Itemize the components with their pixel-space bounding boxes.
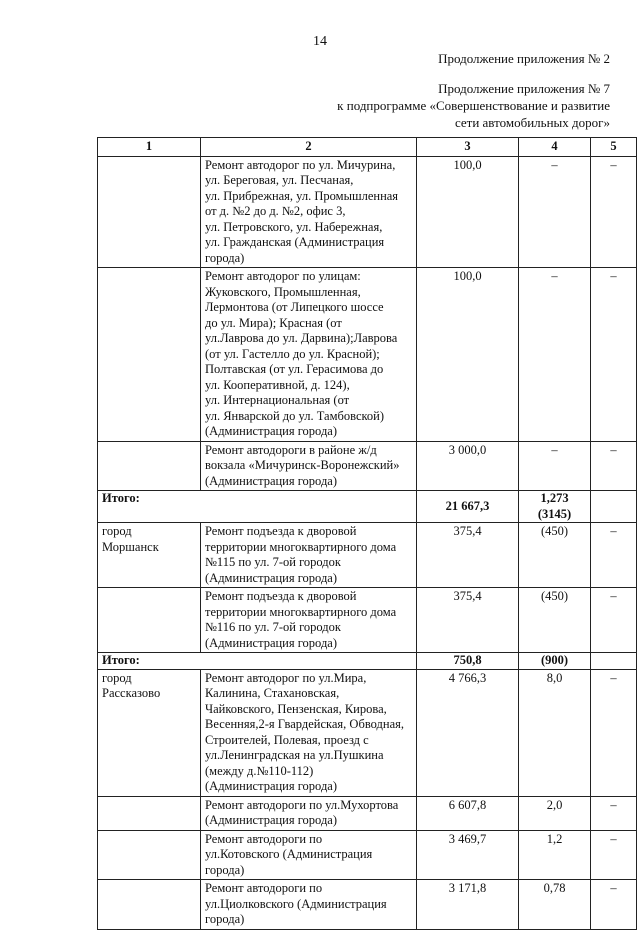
city-cell — [98, 669, 201, 796]
description-line: до ул. Мира); Красная (от — [205, 315, 342, 330]
funding-amount: 6 607,8 — [417, 796, 519, 830]
column-header: 1 — [98, 138, 201, 157]
city-cell — [98, 588, 201, 653]
col5-value: – — [591, 796, 637, 830]
work-description — [201, 669, 417, 796]
description-line: вокзала «Мичуринск-Воронежский» — [205, 458, 400, 472]
description-line: Ремонт автодорог по ул.Мира, — [205, 670, 367, 685]
description-line: от д. №2 до д. №2, офис 3, — [205, 204, 346, 218]
city-cell — [98, 523, 201, 588]
col5-value: – — [591, 441, 637, 491]
total-row — [98, 653, 637, 670]
work-description — [201, 796, 417, 830]
col5-value: – — [591, 830, 637, 880]
description-line: Весенняя,2-я Гвардейская, Обводная, — [205, 717, 404, 731]
table-row — [98, 880, 637, 930]
description-line: Строителей, Полевая, проезд с — [205, 732, 369, 747]
col5-value: – — [591, 588, 637, 653]
description-line: ул.Лаврова до ул. Дарвина);Лаврова — [205, 331, 398, 345]
road-length: – — [519, 441, 591, 491]
column-header: 2 — [201, 138, 417, 157]
description-line: ул. Январской до ул. Тамбовской) — [205, 408, 385, 423]
table-row — [98, 441, 637, 491]
description-line: Ремонт автодорог по улицам: — [205, 269, 361, 283]
work-description — [201, 588, 417, 653]
description-line: ул.Циолковского (Администрация — [205, 896, 387, 911]
description-line: города) — [205, 912, 245, 926]
total-col5 — [591, 491, 637, 523]
city-name-line: город — [102, 670, 132, 685]
subprogram-appendix-header — [337, 80, 610, 131]
table-row — [98, 268, 637, 442]
road-length: (450) — [519, 523, 591, 588]
work-description — [201, 441, 417, 491]
description-line: ул. Петровского, ул. Набережная, — [205, 219, 383, 234]
description-line: Ремонт автодороги по ул.Мухортова — [205, 797, 399, 812]
funding-amount: 4 766,3 — [417, 669, 519, 796]
total-length: (900) — [519, 653, 591, 670]
description-line: Лермонтова (от Липецкого шоссе — [205, 300, 384, 314]
description-line: (Администрация города) — [205, 424, 338, 438]
description-line: (Администрация города) — [205, 779, 338, 793]
city-cell — [98, 441, 201, 491]
total-sum: 750,8 — [417, 653, 519, 670]
funding-amount: 3 171,8 — [417, 880, 519, 930]
total-label: Итого: — [98, 491, 417, 523]
table-row — [98, 523, 637, 588]
city-name-line: Рассказово — [102, 686, 161, 700]
description-line: города) — [205, 862, 245, 877]
description-line: города) — [205, 250, 245, 265]
description-line: Чайковского, Пензенская, Кирова, — [205, 701, 387, 716]
description-line: ул.Ленинградская на ул.Пушкина — [205, 748, 384, 762]
description-line: Ремонт подъезда к дворовой — [205, 524, 357, 538]
city-cell — [98, 880, 201, 930]
work-description — [201, 830, 417, 880]
description-line: Калинина, Стахановская, — [205, 686, 340, 700]
column-header: 3 — [417, 138, 519, 157]
description-line: (Администрация города) — [205, 473, 338, 488]
funding-amount: 3 469,7 — [417, 830, 519, 880]
road-length: – — [519, 268, 591, 442]
description-line: территории многоквартирного дома — [205, 604, 397, 619]
description-line: Ремонт автодороги по — [205, 881, 323, 895]
total-col5 — [591, 653, 637, 670]
column-header: 5 — [591, 138, 637, 157]
table-row — [98, 796, 637, 830]
description-line: Ремонт автодороги в районе ж/д — [205, 442, 377, 457]
description-line: ул. Береговая, ул. Песчаная, — [205, 173, 354, 187]
table-row — [98, 830, 637, 880]
table-row — [98, 669, 637, 796]
description-line: Ремонт подъезда к дворовой — [205, 589, 357, 603]
description-line: Ремонт автодорог по ул. Мичурина, — [205, 157, 396, 172]
work-description — [201, 156, 417, 268]
road-length: (450) — [519, 588, 591, 653]
description-line: Полтавская (от ул. Герасимова до — [205, 362, 384, 376]
city-cell — [98, 830, 201, 880]
table-header-row — [98, 138, 637, 157]
description-line: №116 по ул. 7-ой городок — [205, 620, 341, 634]
description-line: (от ул. Гастелло до ул. Красной); — [205, 346, 380, 361]
funding-amount: 375,4 — [417, 588, 519, 653]
description-line: ул. Интернациональная (от — [205, 393, 350, 407]
work-description — [201, 523, 417, 588]
road-length: – — [519, 156, 591, 268]
road-repair-table — [97, 137, 637, 930]
table-body — [98, 156, 637, 929]
header-line: сети автомобильных дорог» — [454, 115, 610, 130]
header-line: Продолжение приложения № 7 — [438, 81, 610, 96]
city-cell — [98, 796, 201, 830]
description-line: Жуковского, Промышленная, — [205, 284, 361, 299]
description-line: (Администрация города) — [205, 813, 338, 827]
city-cell — [98, 268, 201, 442]
funding-amount: 3 000,0 — [417, 441, 519, 491]
city-name-line: город — [102, 524, 132, 538]
total-label: Итого: — [98, 653, 417, 670]
description-line: (Администрация города) — [205, 635, 338, 650]
funding-amount: 375,4 — [417, 523, 519, 588]
col5-value: – — [591, 880, 637, 930]
col5-value: – — [591, 156, 637, 268]
description-line: (между д.№110-112) — [205, 763, 314, 778]
table-row — [98, 156, 637, 268]
description-line: ул. Прибрежная, ул. Промышленная — [205, 188, 399, 203]
description-line: Ремонт автодороги по — [205, 831, 323, 846]
appendix-continuation-header: Продолжение приложения № 2 — [438, 51, 610, 66]
total-length: 1,273 (3145) — [519, 491, 591, 523]
city-cell — [98, 156, 201, 268]
description-line: (Администрация города) — [205, 570, 338, 585]
column-header: 4 — [519, 138, 591, 157]
funding-amount: 100,0 — [417, 268, 519, 442]
table-row — [98, 588, 637, 653]
col5-value: – — [591, 669, 637, 796]
work-description — [201, 268, 417, 442]
road-length: 1,2 — [519, 830, 591, 880]
funding-amount: 100,0 — [417, 156, 519, 268]
header-line: к подпрограмме «Совершенствование и развитие — [337, 98, 610, 113]
road-length: 2,0 — [519, 796, 591, 830]
total-row — [98, 491, 637, 523]
description-line: ул.Котовского (Администрация — [205, 847, 373, 861]
description-line: ул. Гражданская (Администрация — [205, 235, 385, 249]
city-name-line: Моршанск — [102, 539, 159, 554]
total-sum: 21 667,3 — [417, 491, 519, 523]
description-line: №115 по ул. 7-ой городок — [205, 555, 341, 569]
road-length: 8,0 — [519, 669, 591, 796]
road-length: 0,78 — [519, 880, 591, 930]
description-line: территории многоквартирного дома — [205, 539, 397, 554]
work-description — [201, 880, 417, 930]
col5-value: – — [591, 268, 637, 442]
page-number: 14 — [313, 34, 327, 49]
description-line: ул. Кооперативной, д. 124), — [205, 377, 350, 392]
col5-value: – — [591, 523, 637, 588]
